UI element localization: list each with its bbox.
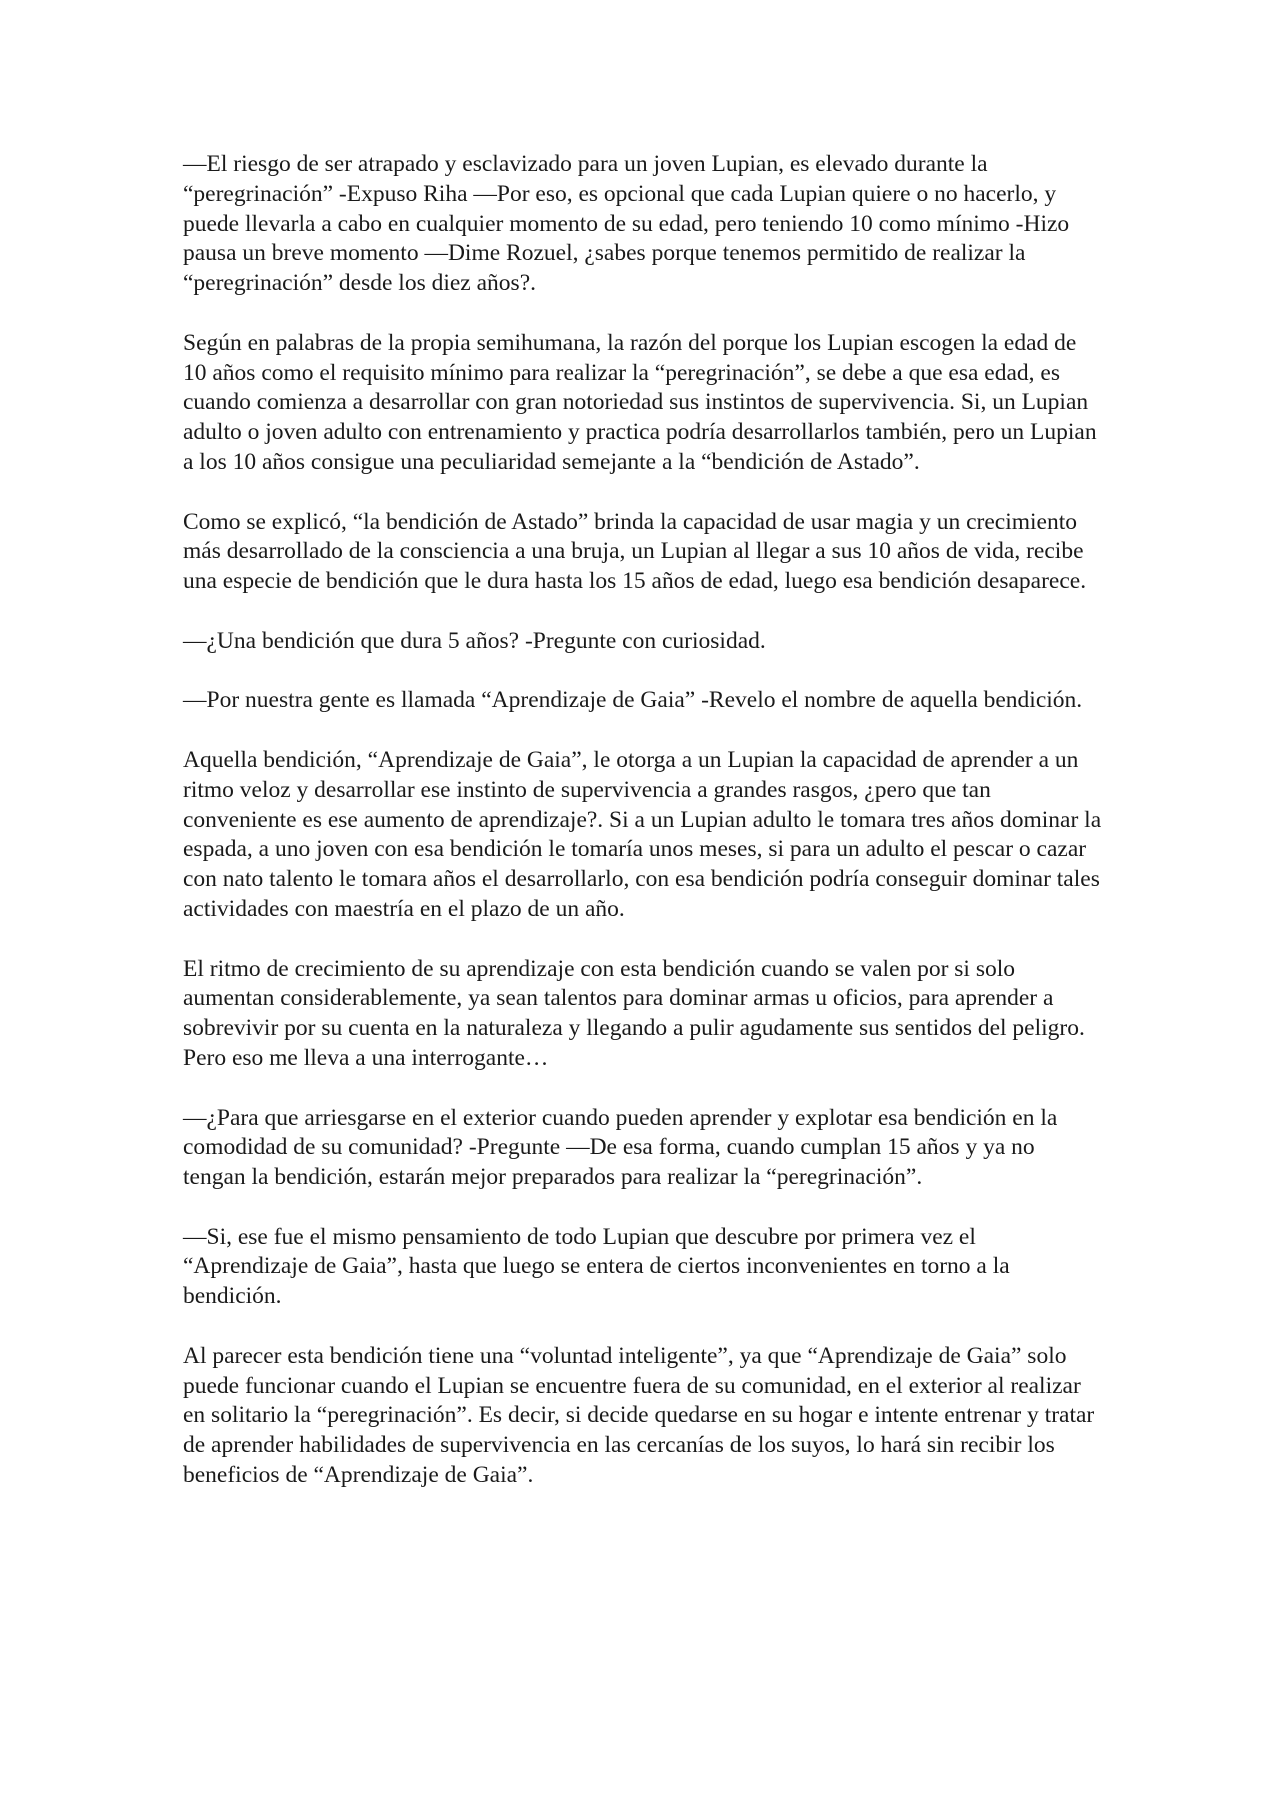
paragraph: El ritmo de crecimiento de su aprendizaje con esta bendición cuando se valen por si solo aumentan considerablemente, ya sean talentos para dominar armas u oficios, para aprender a sobrevivir por su cuenta en la naturaleza y llegando a pulir agudamente sus sentidos del peligro. Pero eso me lleva a una interrogante… [183,955,1085,1071]
paragraph: —El riesgo de ser atrapado y esclavizado para un joven Lupian, es elevado durante la “peregrinación” -Expuso Riha —Por eso, es opcional que cada Lupian quiere o no hacerlo, y puede llevarla a cabo en cualquier momento de su edad, pero teniendo 10 como mínimo -Hizo pausa un breve momento —Dime Rozuel, ¿sabes porque tenemos permitido de realizar la “peregrinación” desde los diez años?. [183,151,1070,297]
paragraph: Aquella bendición, “Aprendizaje de Gaia”, le otorga a un Lupian la capacidad de aprender a un ritmo veloz y desarrollar ese instinto de supervivencia a grandes rasgos, ¿pero que tan conveniente es ese aumento de aprendizaje?. Si a un Lupian adulto le tomara tres años dominar la espada, a uno joven con esa bendición le tomaría unos meses, si para un adulto el pescar o cazar con nato talento le tomara años el desarrollarlo, con esa bendición podría conseguir dominar tales actividades con maestría en el plazo de un año. [183,746,1102,922]
paragraph: Al parecer esta bendición tiene una “voluntad inteligente”, ya que “Aprendizaje de Gaia” solo puede funcionar cuando el Lupian se encuentre fuera de su comunidad, en el exterior al realizar en solitario la “peregrinación”. Es decir, si decide quedarse en su hogar e intente entrenar y tratar de aprender habilidades de supervivencia en las cercanías de los suyos, lo hará sin recibir los beneficios de “Aprendizaje de Gaia”. [183,1342,1095,1489]
paragraph: Según en palabras de la propia semihumana, la razón del porque los Lupian escogen la edad de 10 años como el requisito mínimo para realizar la “peregrinación”, se debe a que esa edad, es cuando comienza a desarrollar con gran notoriedad sus instintos de supervivencia. Si, un Lupian adulto o joven adulto con entrenamiento y practica podría desarrollarlos también, pero un Lupian a los 10 años consigue una peculiaridad semejante a la “bendición de Astado”. [183,329,1097,475]
paragraph: Como se explicó, “la bendición de Astado” brinda la capacidad de usar magia y un crecimiento más desarrollado de la consciencia a una bruja, un Lupian al llegar a sus 10 años de vida, recibe una especie de bendición que le dura hasta los 15 años de edad, luego esa bendición desaparece. [183,508,1087,595]
paragraph: —¿Para que arriesgarse en el exterior cuando pueden aprender y explotar esa bendición en la comodidad de su comunidad? -Pregunte —De esa forma, cuando cumplan 15 años y ya no tengan la bendición, estarán mejor preparados para realizar la “peregrinación”. [183,1104,1058,1191]
paragraph: —¿Una bendición que dura 5 años? -Pregunte con curiosidad. [183,627,766,654]
document-body [183,150,1103,1521]
paragraph: —Si, ese fue el mismo pensamiento de todo Lupian que descubre por primera vez el “Aprendizaje de Gaia”, hasta que luego se entera de ciertos inconvenientes en torno a la bendición. [183,1223,1010,1310]
paragraph: —Por nuestra gente es llamada “Aprendizaje de Gaia” -Revelo el nombre de aquella bendición. [183,687,1083,714]
